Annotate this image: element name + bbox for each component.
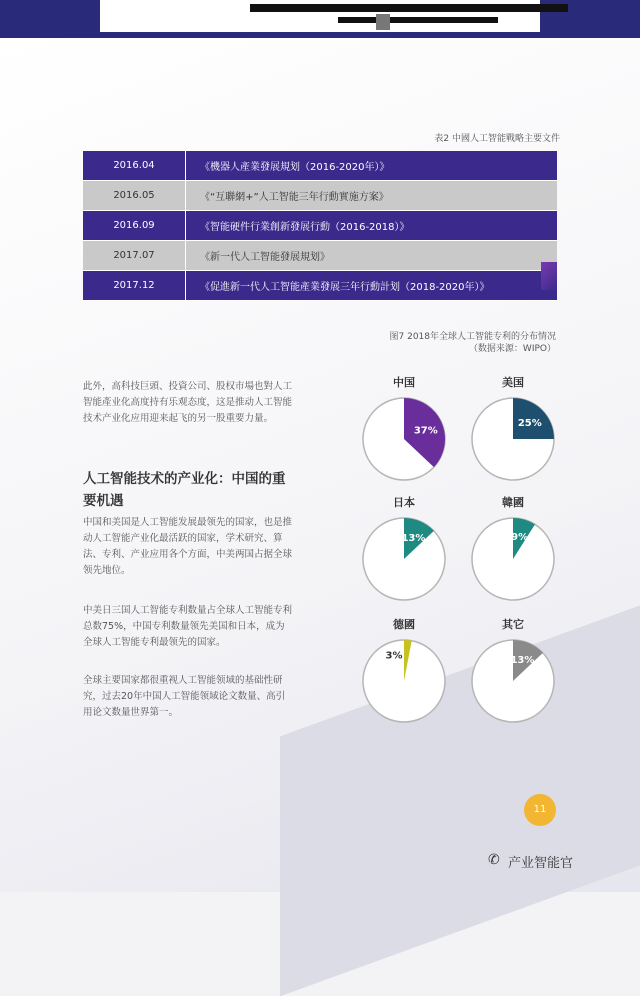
figure-caption-line1: 图7 2018年全球人工智能专利的分布情况 [389, 332, 556, 342]
table-row [83, 181, 557, 211]
table-cell-year: 2016.04 [83, 151, 186, 181]
pie-country-label: 韓國 [502, 496, 524, 509]
redaction-block [376, 14, 390, 30]
figure-caption [360, 331, 556, 355]
table-row [83, 271, 557, 301]
body-paragraph: 中美日三国人工智能专利数量占全球人工智能专利总数75%，中国专利数量领先美国和日本，成为全球人工智能专利最领先的国家。 [83, 605, 293, 648]
pie-value-label: 13% [401, 533, 426, 545]
body-paragraph: 此外，高科技巨頭、投資公司、股权市場也對人工智能產业化高度持有乐观态度，这是推动人工智能技术产业化应用迎来起飞的另一股重要力量。 [83, 381, 293, 424]
header-bar [0, 0, 640, 38]
table-cell-document: 《智能硬件行業創新發展行動（2016-2018）》 [186, 211, 558, 241]
table-row [83, 151, 557, 181]
strategy-documents-table [83, 151, 557, 301]
wechat-icon: ✆ [488, 852, 500, 868]
table-cell-document: 《“互聯網+”人工智能三年行動實施方案》 [186, 181, 558, 211]
pie-country-label: 美国 [502, 376, 524, 389]
table-cell-document: 《促進新一代人工智能產業發展三年行動計划（2018-2020年）》 [186, 271, 558, 301]
table-cell-year: 2017.07 [83, 241, 186, 271]
pie-svg [359, 636, 449, 726]
pie-country-label: 德國 [393, 618, 415, 631]
table-accent [541, 262, 557, 290]
pie-svg [468, 394, 558, 484]
redaction-bar [338, 17, 498, 23]
table-cell-year: 2016.09 [83, 211, 186, 241]
table-row [83, 241, 557, 271]
header-redacted-panel [100, 0, 540, 32]
redaction-bar [250, 4, 568, 12]
pie-svg [359, 514, 449, 604]
pie-value-label: 3% [385, 650, 403, 662]
pie-svg [468, 514, 558, 604]
pie-value-label: 9% [511, 532, 529, 544]
pie-svg [468, 636, 558, 726]
pie-country-label: 日本 [393, 496, 415, 509]
page-number: 11 [524, 794, 556, 826]
table-cell-document: 《新一代人工智能發展規划》 [186, 241, 558, 271]
watermark-text: 产业智能官 [508, 856, 574, 871]
pie-svg [359, 394, 449, 484]
pie-country-label: 其它 [502, 618, 524, 631]
body-paragraph: 中国和美国是人工智能发展最领先的国家，也是推动人工智能产业化最活跃的国家，学术研究、算法、专利、产业应用各个方面，中美两国占据全球领先地位。 [83, 517, 293, 576]
section-heading: 人工智能技术的产业化：中国的重要机遇 [83, 471, 286, 509]
table-caption: 表2 中國人工智能戰略主要文件 [434, 134, 560, 144]
pie-value-label: 25% [517, 418, 542, 430]
table-cell-year: 2016.05 [83, 181, 186, 211]
pie-country-label: 中国 [393, 376, 415, 389]
table-row [83, 211, 557, 241]
pie-value-label: 37% [413, 425, 438, 437]
table-cell-year: 2017.12 [83, 271, 186, 301]
body-paragraph: 全球主要国家都很重视人工智能领域的基础性研究，过去20年中国人工智能领域论文数量、高引用论文数量世界第一。 [83, 675, 286, 718]
figure-caption-line2: （数据来源：WIPO） [468, 344, 556, 354]
pie-value-label: 13% [510, 655, 535, 667]
table-cell-document: 《機器人產業發展規划（2016-2020年）》 [186, 151, 558, 181]
